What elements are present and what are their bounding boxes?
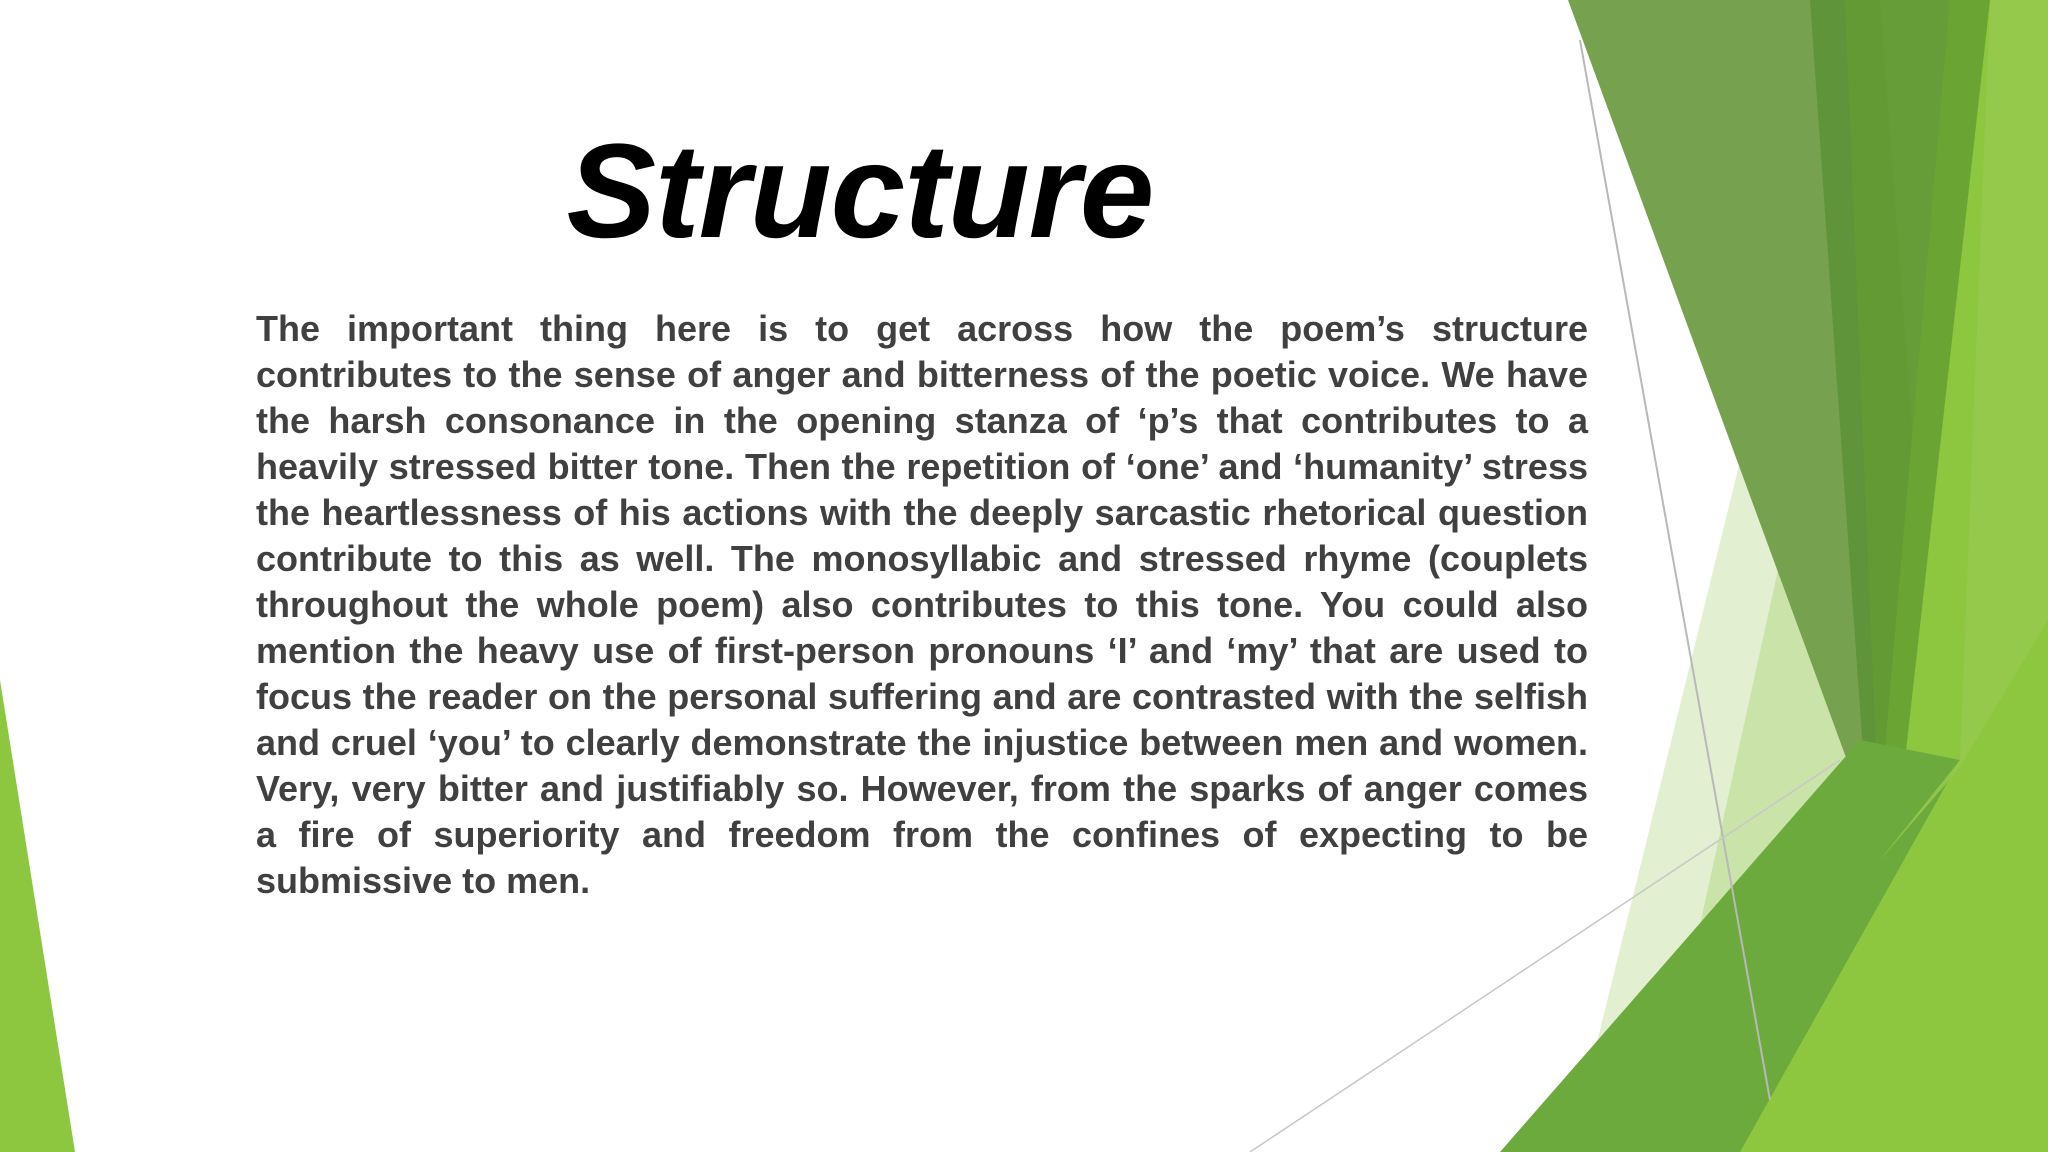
left-green-sliver [0,680,75,1152]
slide-body-text: The important thing here is to get across how the poem’s structure contributes to the sense of anger and bitterness of the poetic voice. We have the harsh consonance in the opening stanza of ‘p’s that contributes to a heavily stressed bitter tone. Then the repetition of ‘one’ and ‘humanity’ stress the heartlessness of his actions with the deeply sarcastic rhetorical question contribute to this as well. The monosyllabic and stressed rhyme (couplets throughout the whole poem) also contributes to this tone. You could also mention the heavy use of first-person pronouns ‘I’ and ‘my’ that are used to focus the reader on the personal suffering and are contrasted with the selfish and cruel ‘you’ to clearly demonstrate the injustice between men and women. Very, very bitter and justifiably so. However, from the sparks of anger comes a fire of superiority and freedom from the confines of expecting to be submissive to men. [256,308,1588,901]
slide-title: Structure [566,117,1154,266]
